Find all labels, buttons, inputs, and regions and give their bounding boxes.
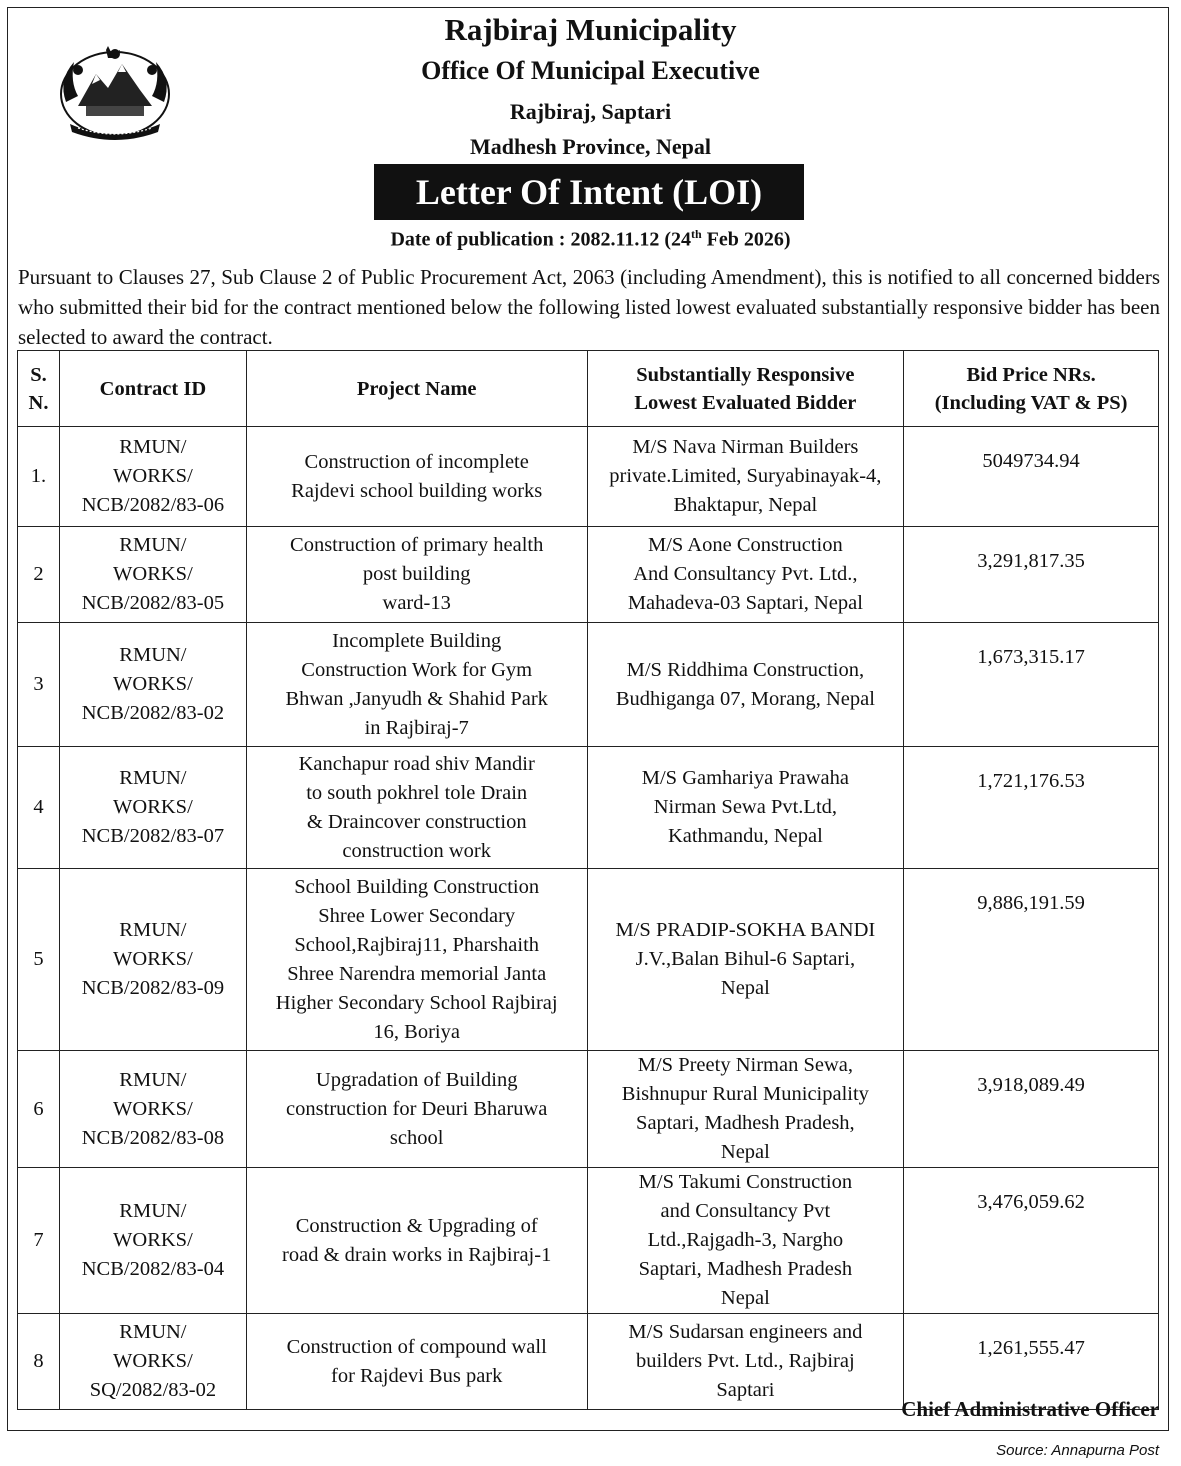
cell-project-name: Construction of compound wall for Rajdevi Bus park [246, 1314, 587, 1410]
cell-bid-price: 5049734.94 [904, 427, 1159, 527]
cell-bidder: M/S Riddhima Construction, Budhiganga 07, Morang, Nepal [587, 623, 904, 747]
cell-sn: 3 [18, 623, 60, 747]
cell-bid-price: 3,476,059.62 [904, 1168, 1159, 1314]
cell-project-name: Construction & Upgrading of road & drain works in Rajbiraj-1 [246, 1168, 587, 1314]
notice-title: Letter Of Intent (LOI) [415, 172, 763, 212]
municipality-title: Rajbiraj Municipality [444, 12, 737, 47]
header-sn: S. N. [18, 351, 60, 427]
loi-table [17, 350, 1159, 1410]
cell-contract-id: RMUN/ WORKS/ NCB/2082/83-05 [59, 527, 246, 623]
cell-bidder: M/S Preety Nirman Sewa, Bishnupur Rural Municipality Saptari, Madhesh Pradesh, Nepal [587, 1051, 904, 1168]
table-row [18, 747, 1159, 869]
cell-sn: 4 [18, 747, 60, 869]
location-line: Rajbiraj, Saptari [509, 99, 672, 124]
table-header-row [18, 351, 1159, 427]
table-row [18, 1168, 1159, 1314]
cell-project-name: Upgradation of Building construction for Deuri Bharuwa school [246, 1051, 587, 1168]
cell-contract-id: RMUN/ WORKS/ NCB/2082/83-06 [59, 427, 246, 527]
intro-paragraph: Pursuant to Clauses 27, Sub Clause 2 of Public Procurement Act, 2063 (including Amendment), this is notified to all concerned bidders who submitted their bid for the contract mentioned below the following listed lowest evaluated substantially responsive bidder has been selected to award the contract. [18, 265, 1160, 349]
cell-sn: 8 [18, 1314, 60, 1410]
cell-bid-price: 9,886,191.59 [904, 869, 1159, 1051]
table-row [18, 427, 1159, 527]
cell-project-name: Kanchapur road shiv Mandir to south pokhrel tole Drain & Draincover construction construction work [246, 747, 587, 869]
cell-contract-id: RMUN/ WORKS/ SQ/2082/83-02 [59, 1314, 246, 1410]
cell-sn: 1. [18, 427, 60, 527]
table-row [18, 527, 1159, 623]
publication-date: Date of publication : 2082.11.12 (24th Feb 2026) [390, 227, 791, 251]
cell-sn: 2 [18, 527, 60, 623]
notice-title-banner [374, 164, 804, 220]
cell-sn: 7 [18, 1168, 60, 1314]
cell-bidder: M/S Aone Construction And Consultancy Pvt. Ltd., Mahadeva-03 Saptari, Nepal [587, 527, 904, 623]
cell-project-name: Construction of incomplete Rajdevi school building works [246, 427, 587, 527]
cell-contract-id: RMUN/ WORKS/ NCB/2082/83-07 [59, 747, 246, 869]
cell-sn: 5 [18, 869, 60, 1051]
header-contract-id: Contract ID [59, 351, 246, 427]
cell-project-name: Incomplete Building Construction Work for Gym Bhwan ,Janyudh & Shahid Park in Rajbiraj-7 [246, 623, 587, 747]
province-line: Madhesh Province, Nepal [470, 134, 711, 159]
cell-bidder: M/S Gamhariya Prawaha Nirman Sewa Pvt.Ltd, Kathmandu, Nepal [587, 747, 904, 869]
signoff: Chief Administrative Officer [901, 1397, 1159, 1421]
cell-bidder: M/S Nava Nirman Builders private.Limited, Suryabinayak-4, Bhaktapur, Nepal [587, 427, 904, 527]
cell-bid-price: 3,291,817.35 [904, 527, 1159, 623]
table-row [18, 1314, 1159, 1410]
cell-sn: 6 [18, 1051, 60, 1168]
table-row [18, 869, 1159, 1051]
cell-bidder: M/S Takumi Construction and Consultancy Pvt Ltd.,Rajgadh-3, Nargho Saptari, Madhesh Pradesh Nepal [587, 1168, 904, 1314]
cell-bidder: M/S PRADIP-SOKHA BANDI J.V.,Balan Bihul-6 Saptari, Nepal [587, 869, 904, 1051]
header-bid-price: Bid Price NRs. (Including VAT & PS) [904, 351, 1159, 427]
office-title: Office Of Municipal Executive [421, 56, 760, 85]
cell-contract-id: RMUN/ WORKS/ NCB/2082/83-09 [59, 869, 246, 1051]
cell-contract-id: RMUN/ WORKS/ NCB/2082/83-08 [59, 1051, 246, 1168]
table-row [18, 1051, 1159, 1168]
header-bidder: Substantially Responsive Lowest Evaluated Bidder [587, 351, 904, 427]
header-project-name: Project Name [246, 351, 587, 427]
cell-bid-price: 1,261,555.47 [904, 1314, 1159, 1410]
cell-bid-price: 1,673,315.17 [904, 623, 1159, 747]
cell-contract-id: RMUN/ WORKS/ NCB/2082/83-04 [59, 1168, 246, 1314]
cell-bidder: M/S Sudarsan engineers and builders Pvt. Ltd., Rajbiraj Saptari [587, 1314, 904, 1410]
table-row [18, 623, 1159, 747]
cell-project-name: Construction of primary health post building ward-13 [246, 527, 587, 623]
source-credit: Source: Annapurna Post [996, 1442, 1159, 1459]
table-body [18, 427, 1159, 1410]
cell-bid-price: 3,918,089.49 [904, 1051, 1159, 1168]
cell-bid-price: 1,721,176.53 [904, 747, 1159, 869]
cell-project-name: School Building Construction Shree Lower Secondary School,Rajbiraj11, Pharshaith Shree Narendra memorial Janta Higher Secondary School Rajbiraj 16, Boriya [246, 869, 587, 1051]
cell-contract-id: RMUN/ WORKS/ NCB/2082/83-02 [59, 623, 246, 747]
